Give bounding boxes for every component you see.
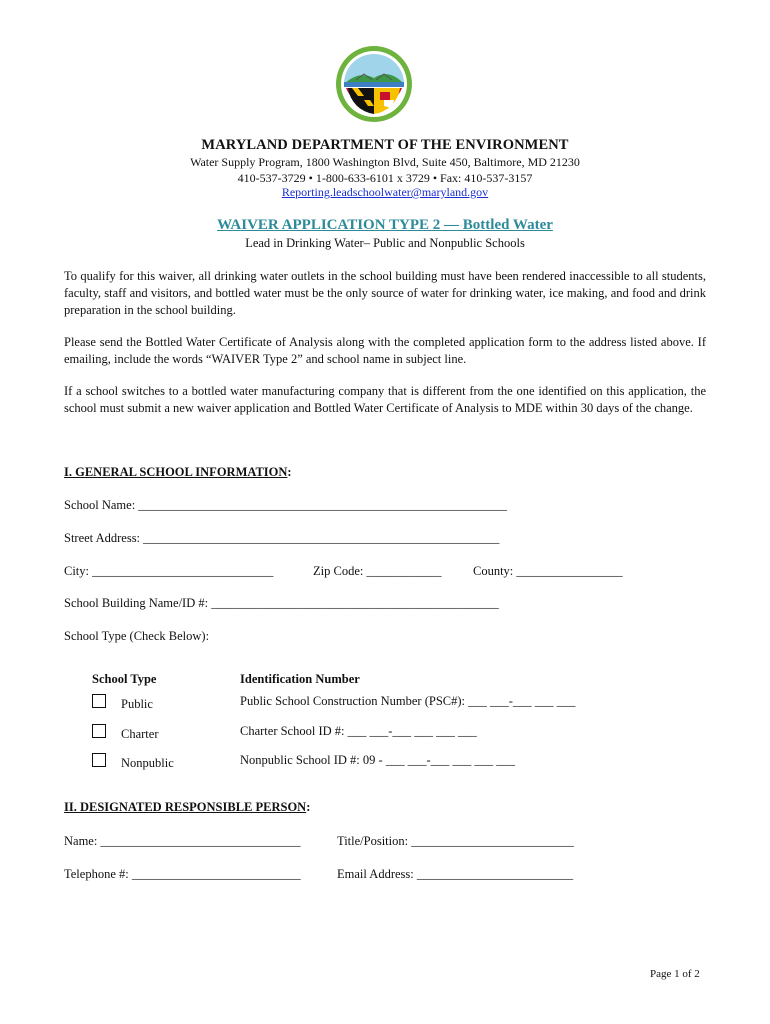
school-type-column-header: School Type <box>92 672 157 686</box>
charter-label: Charter <box>121 727 159 741</box>
instruction-paragraph: To qualify for this waiver, all drinking water outlets in the school building must have been rendered inaccessible to all students, faculty, staff and visitors, and bottled water must be the only source of water for drinking water, ice making, and food and drink preparation in the school building. <box>64 269 706 317</box>
contact-email-link[interactable]: Reporting.leadschoolwater@maryland.gov <box>281 185 489 199</box>
street-address-field[interactable]: Street Address: _________________________________________________________ <box>64 531 500 545</box>
section-heading-colon: : <box>287 465 292 479</box>
section-heading-colon: : <box>306 800 311 814</box>
section-heading <box>64 800 310 815</box>
nonpublic-id-field[interactable]: Nonpublic School ID #: 09 - ___ ___-___ ___ ___ ___ <box>240 753 515 767</box>
zip-code-field[interactable]: Zip Code: ____________ <box>313 564 442 578</box>
instruction-paragraph: Please send the Bottled Water Certificate of Analysis along with the completed application form to the address listed above. If emailing, include the words “WAIVER Type 2” and school name in subject line. <box>64 335 706 366</box>
county-field[interactable]: County: _________________ <box>473 564 623 578</box>
public-label: Public <box>121 697 153 711</box>
organization-name: MARYLAND DEPARTMENT OF THE ENVIRONMENT <box>201 137 569 153</box>
telephone-field[interactable]: Telephone #: ___________________________ <box>64 867 301 881</box>
building-id-field[interactable]: School Building Name/ID #: ______________________________________________ <box>64 596 499 610</box>
school-type-prompt: School Type (Check Below): <box>64 629 210 643</box>
page-number: Page 1 of 2 <box>650 968 700 980</box>
contact-name-field[interactable]: Name: ________________________________ <box>64 834 301 848</box>
section-heading-text: I. GENERAL SCHOOL INFORMATION <box>64 465 288 479</box>
charter-id-field[interactable]: Charter School ID #: ___ ___-___ ___ ___ ___ <box>240 724 477 738</box>
section-heading-text: II. DESIGNATED RESPONSIBLE PERSON <box>64 800 307 814</box>
identification-number-column-header: Identification Number <box>240 672 360 686</box>
mde-logo-seal <box>334 44 414 124</box>
instruction-paragraph: If a school switches to a bottled water manufacturing company that is different from the one identified on this application, the school must submit a new waiver application and Bottled Water Certificate of Analysis to MDE within 30 days of the change. <box>64 384 706 415</box>
section-heading <box>64 465 292 480</box>
address-line: Water Supply Program, 1800 Washington Blvd, Suite 450, Baltimore, MD 21230 <box>190 155 580 169</box>
city-field[interactable]: City: _____________________________ <box>64 564 274 578</box>
email-address-field[interactable]: Email Address: _________________________ <box>337 867 574 881</box>
school-name-field[interactable]: School Name: ___________________________________________________________ <box>64 498 508 512</box>
phone-fax-line: 410-537-3729 • 1-800-633-6101 x 3729 • Fax: 410-537-3157 <box>237 171 533 185</box>
form-subtitle: Lead in Drinking Water– Public and Nonpublic Schools <box>245 236 525 250</box>
nonpublic-label: Nonpublic <box>121 756 174 770</box>
public-checkbox[interactable] <box>92 694 106 708</box>
psc-number-field[interactable]: Public School Construction Number (PSC#): ___ ___-___ ___ ___ <box>240 694 576 708</box>
form-title: WAIVER APPLICATION TYPE 2 — Bottled Water <box>217 217 553 233</box>
title-position-field[interactable]: Title/Position: __________________________ <box>337 834 574 848</box>
charter-checkbox[interactable] <box>92 724 106 738</box>
nonpublic-checkbox[interactable] <box>92 753 106 767</box>
